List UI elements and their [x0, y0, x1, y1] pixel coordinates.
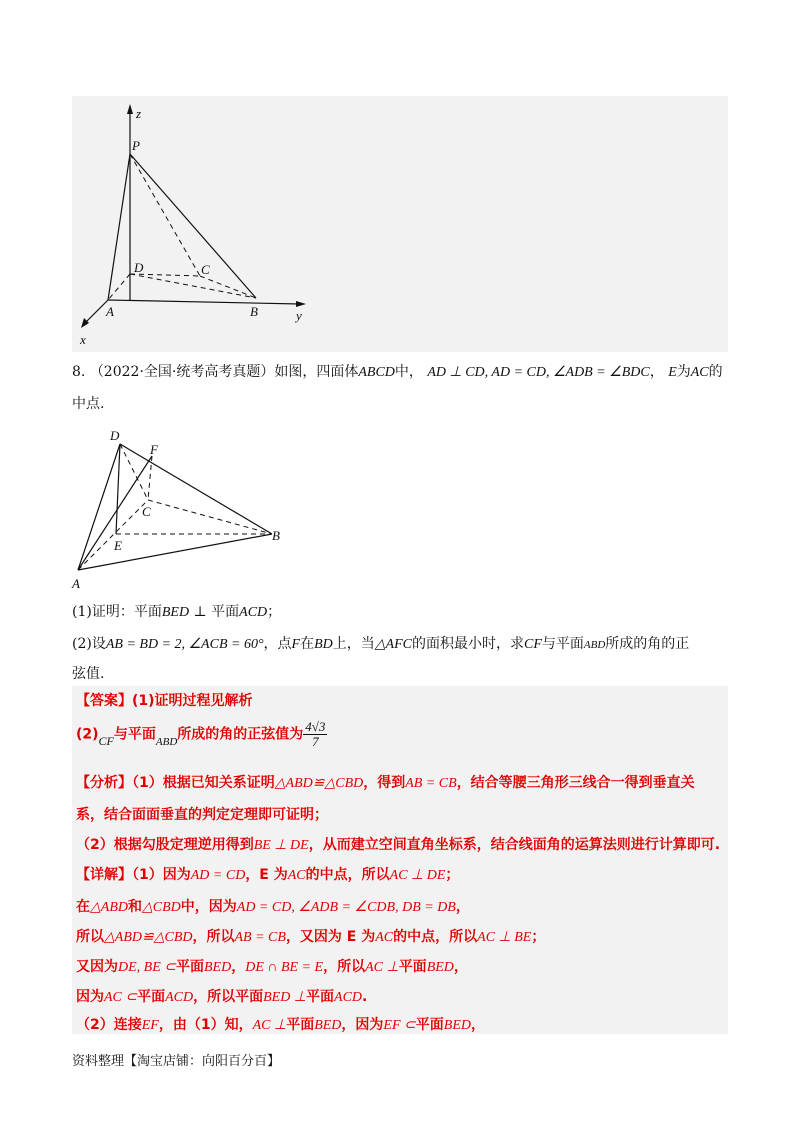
question-2-cont: 弦值. [72, 666, 105, 682]
label-z: z [136, 106, 142, 121]
edge-PB [130, 154, 256, 298]
page-footer: 资料整理【淘宝店铺：向阳百分百】 [72, 1054, 281, 1069]
problem-statement-cont: 中点. [72, 396, 105, 412]
edge-DB [130, 274, 256, 298]
edge-PA [108, 154, 130, 300]
answer-line-1: 【答案】(1)证明过程见解析 [76, 693, 253, 709]
label-B: B [272, 528, 280, 543]
detail-line-5: 因为AC ⊂平面ACD，所以平面BED ⊥平面ACD. [76, 989, 368, 1005]
x-axis [84, 300, 108, 324]
question-2: (2)设AB = BD = 2, ∠ACB = 60°，点F在BD上，当△AFC的面积最小时，求CF与平面ABD所成的角的正 [72, 636, 690, 652]
problem-conditions: AD ⊥ CD, AD = CD, ∠ADB = ∠BDC [427, 365, 650, 380]
label-P: P [132, 138, 140, 153]
y-axis-arrow [296, 301, 306, 307]
label-D: D [110, 428, 120, 443]
label-E: E [114, 538, 122, 553]
figure-1-diagram [72, 96, 728, 352]
edge-DB [120, 444, 272, 534]
detail-line-3: 所以△ABD≌△CBD，所以AB = CB，又因为 E 为AC的中点，所以AC ⊥ BE； [76, 929, 546, 945]
label-A: A [106, 304, 114, 319]
edge-AB [78, 534, 272, 570]
z-axis-arrow [127, 104, 133, 114]
label-y: y [296, 308, 302, 323]
answer-line-2: (2)CF与平面$_{ABD}$所成的角的正弦值为 $\frac{4√3}{7}$ [76, 719, 326, 749]
detail-line-4: 又因为DE, BE ⊂平面BED，DE ∩ BE = E，所以AC ⊥平面BED， [76, 959, 468, 975]
analysis-line-1: 【分析】（1）根据已知关系证明△ABD≌△CBD，得到AB = CB，结合等腰三角形三线合一得到垂直关 [76, 775, 695, 791]
edge-PC [130, 154, 200, 276]
label-D: D [134, 260, 144, 275]
label-x: x [80, 332, 86, 347]
problem-source: （2022·全国·统考高考真题）如图，四面体 [89, 364, 359, 380]
answer-section [72, 686, 728, 1034]
label-C: C [201, 262, 210, 277]
answer-fraction: $\frac{4√3}{7}$ [305, 719, 326, 749]
label-C: C [142, 504, 151, 519]
edge-CB [200, 276, 256, 298]
detail-line-6: （2）连接EF，由（1）知，AC ⊥平面BED，因为EF ⊂平面BED， [76, 1017, 485, 1033]
analysis-line-3: （2）根据勾股定理逆用得到BE ⊥ DE，从而建立空间直角坐标系，结合线面角的运算法则进行计算即可. [76, 837, 721, 853]
label-F: F [150, 442, 158, 457]
problem-statement: 8. （2022·全国·统考高考真题）如图，四面体ABCD中， AD ⊥ CD, AD = CD, ∠ADB = ∠BDC， E为AC的 [72, 364, 723, 380]
label-A: A [72, 576, 80, 591]
question-1: (1)证明：平面BED ⊥ 平面ACD； [72, 604, 282, 620]
label-B: B [250, 304, 258, 319]
y-axis [108, 300, 300, 304]
detail-line-1: 【详解】（1）因为AD = CD，E 为AC的中点，所以AC ⊥ DE； [76, 867, 460, 883]
edge-CB [148, 500, 272, 534]
figure-1-panel [72, 96, 728, 352]
detail-line-2: 在△ABD和△CBD中，因为AD = CD, ∠ADB = ∠CDB, DB = DB， [76, 899, 470, 915]
edge-DE [116, 444, 120, 534]
problem-number: 8. [72, 364, 86, 380]
figure-2-diagram [66, 420, 306, 596]
analysis-line-2: 系，结合面面垂直的判定定理即可证明； [76, 807, 328, 823]
